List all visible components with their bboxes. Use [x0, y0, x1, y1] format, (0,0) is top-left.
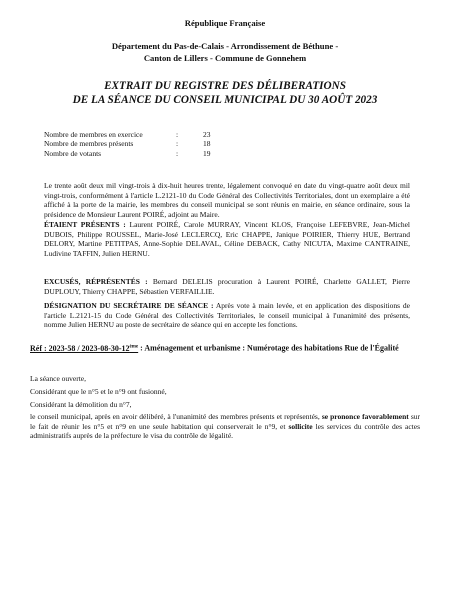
document-title	[40, 79, 410, 107]
presents-list: Laurent POIRÉ, Carole MURRAY, Vincent KLOS, Françoise LEFEBVRE, Jean-Michel DUBOIS, Philippe ROUSSEL, Marie-José LECLERCQ, Eric CHAPPE, Janique POIRIER, Thierry HUE, Bertrand DELORY, Martine PETITPAS, Anne-Sophie DELAVAL, Céline DEBACK, Cathy NICUTA, Maxime CANTRAINE, Ludivine TAFFIN, Julien HERNU.	[44, 220, 410, 259]
count-row	[44, 139, 284, 148]
count-separator: :	[176, 139, 179, 149]
republique-heading: République Française	[184, 18, 266, 28]
excuses-label: EXCUSÉS, RÉPRÉSENTÉS :	[44, 277, 148, 286]
deliberation-reference	[30, 342, 420, 354]
excuses-list: Bernard DELELIS procuration à Laurent POIRÉ, Charlette GALLET, Pierre DUPLOUY, Thierry CHAPPE, Sébastien VERFAILLIE.	[44, 277, 411, 296]
presents-paragraph	[44, 220, 410, 259]
reference-separator: :	[138, 343, 145, 353]
count-label: Nombre de membres présents	[44, 139, 134, 149]
considerant-1: Considérant que le n°5 et le n°9 ont fusionné,	[30, 387, 167, 396]
decision-part-e: les services du contrôle des actes administratifs auprès de la préfecture le visa du contrôle de légalité.	[30, 421, 420, 441]
decision-verdict: se prononce favorablement	[321, 412, 409, 421]
count-value: 19	[203, 148, 211, 158]
count-value: 23	[203, 130, 211, 139]
reference-code	[30, 344, 138, 353]
secretaire-paragraph	[44, 301, 410, 330]
decision-request: sollicite	[288, 421, 313, 431]
count-row	[44, 130, 284, 139]
departement-heading	[40, 41, 410, 64]
intro-paragraph: Le trente août deux mil vingt-trois à dix-huit heures trente, légalement convoqué en date du vingt-quatre août deux mil vingt-trois, conformément à l'article L.2121-10 du Code Général des Collectivités Territoriales, dont un exemplaire a été affiché à la porte de la mairie, les membres du conseil municipal se sont réunis en mairie, en séance ordinaire, sous la présidence de Monsieur Laurent POIRÉ, adjoint au Maire.	[44, 181, 410, 220]
reference-code-suffix: ème	[129, 344, 139, 349]
reference-code-prefix: Réf : 2023-58 / 2023-08-30-12	[30, 343, 130, 353]
excuses-paragraph	[44, 277, 410, 296]
reference-subject: Aménagement et urbanisme : Numérotage des habitations Rue de l'Égalité	[144, 343, 399, 353]
title-line-2: DE LA SÉANCE DU CONSEIL MUNICIPAL DU 30 AOÛT 2023	[72, 94, 378, 106]
considerant-2: Considérant la démolition du n°7,	[30, 400, 132, 409]
title-line-1: EXTRAIT DU REGISTRE DES DÉLIBERATIONS	[104, 80, 346, 92]
count-label: Nombre de votants	[44, 148, 102, 158]
count-value: 18	[203, 139, 211, 149]
count-label: Nombre de membres en exercice	[44, 130, 143, 139]
departement-line-1: Département du Pas-de-Calais - Arrondissement de Béthune -	[111, 41, 339, 51]
count-row	[44, 149, 284, 158]
presents-label: ÉTAIENT PRÉSENTS :	[44, 220, 126, 229]
departement-line-2: Canton de Lillers - Commune de Gonnehem	[143, 52, 307, 63]
secretaire-text: Après vote à main levée, et en application des dispositions de l'article L.2121-15 du Code Général des Collectivités Territoriales, le conseil municipal à l'unanimité des présents, nomme Julien HERNU au poste de secrétaire de séance qui en accepte les fonctions.	[44, 301, 411, 330]
secretaire-label: DÉSIGNATION DU SECRÉTAIRE DE SÉANCE :	[44, 301, 214, 310]
count-separator: :	[176, 148, 179, 158]
member-counts	[44, 130, 284, 158]
seance-opening: La séance ouverte,	[30, 374, 87, 383]
decision-part-c: sur le fait de réunir les n°5 et n°9 en une seule habitation qui conserverait le n°9, et	[30, 412, 420, 431]
decision-paragraph	[30, 412, 420, 441]
count-separator: :	[176, 130, 179, 139]
decision-part-a: le conseil municipal, après en avoir délibéré, à l'unanimité des membres présents et représentés,	[30, 412, 322, 421]
